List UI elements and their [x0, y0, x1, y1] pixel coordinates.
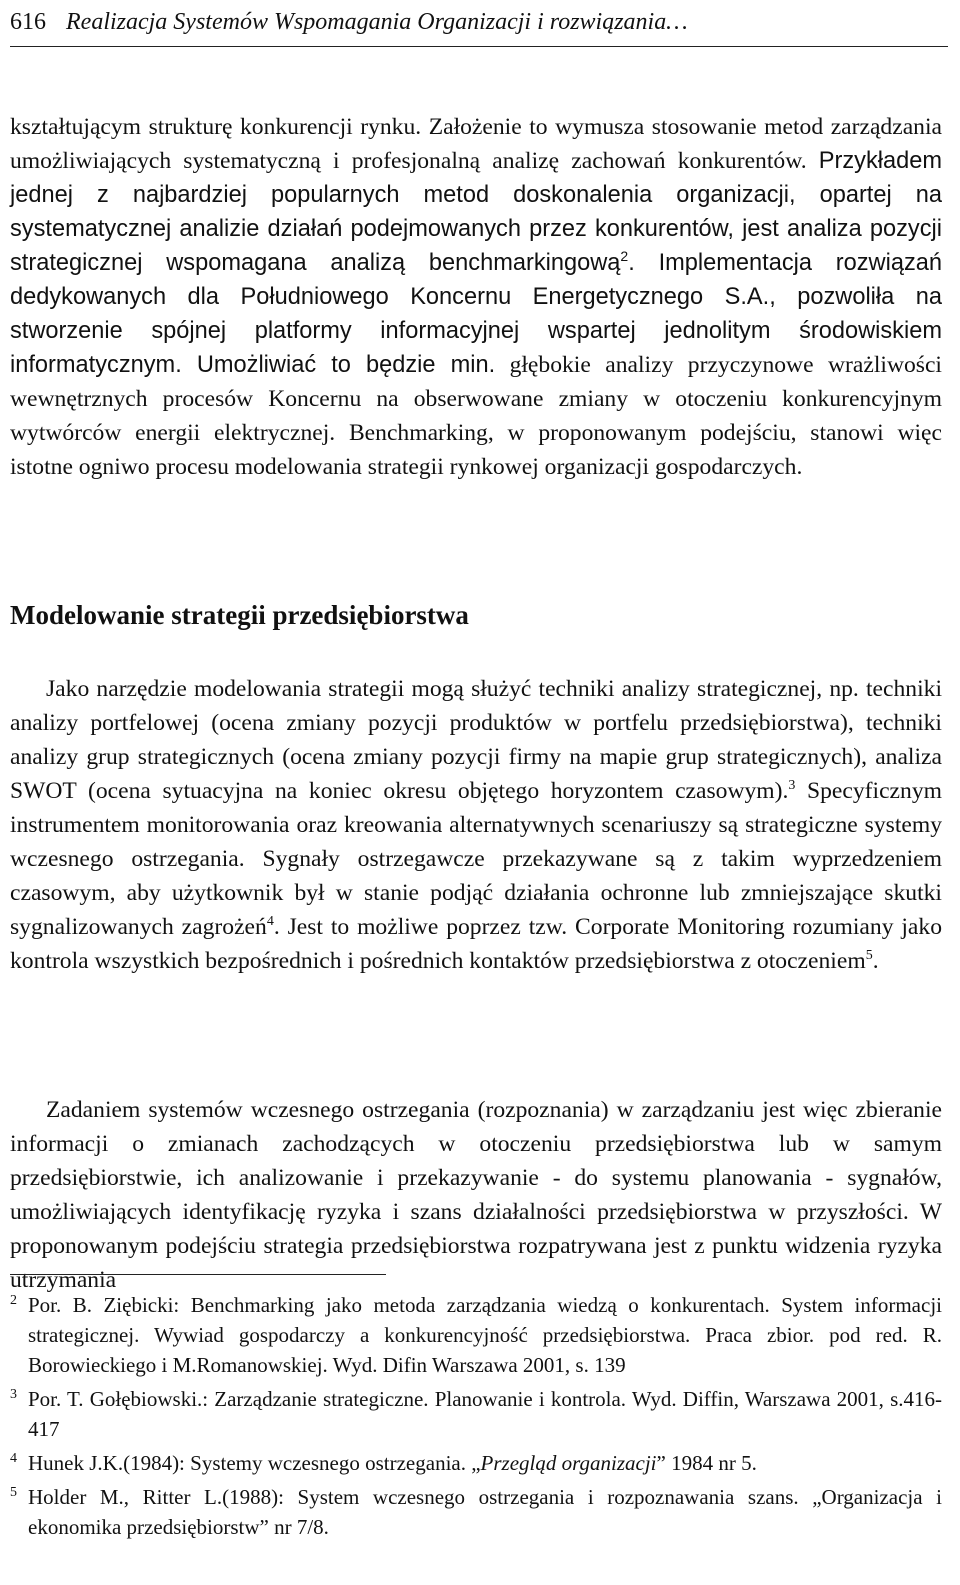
footnotes [10, 1290, 942, 1546]
footnote-number: 2 [10, 1293, 17, 1308]
footnote-journal-title: Przegląd organizacji [480, 1451, 657, 1475]
paragraph-2-part-b: Specyficznym instrumentem monitorowania oraz kreowania alternatywnych scenariuszy są strategiczne systemy wczesnego ostrzegania. Sygnały ostrzegawcze przekazywane są z takim wyprzedzeniem czasowym, aby użytkownik był w stanie podjąć działania ochronne lub zmniejszające skutki sygnalizowanych zagrożeń [10, 778, 942, 940]
footnote-ref-4[interactable]: 4 [266, 914, 274, 930]
paragraph-3: Zadaniem systemów wczesnego ostrzegania (rozpoznania) w zarządzaniu jest więc zbieranie informacji o zmianach zachodzących w otoczeniu przedsiębiorstwa lub w samym przedsiębiorstwie, ich analizowanie i przekazywanie - do systemu planowania - sygnałów, umożliwiających identyfikację ryzyka i szans działalności przedsiębiorstwa w przyszłości. W proponowanym podejściu strategia przedsiębiorstwa rozpatrywana jest z punktu widzenia ryzyka utrzymania [10, 1097, 942, 1293]
section-heading: Modelowanie strategii przedsiębiorstwa [10, 600, 469, 630]
footnote-text: Holder M., Ritter L.(1988): System wczesnego ostrzegania i rozpoznawania szans. „Organizacja i ekonomika przedsiębiorstw” nr 7/8. [28, 1485, 942, 1539]
footnote-ref-5[interactable]: 5 [865, 948, 873, 964]
paragraph-2-part-d: . [872, 948, 879, 974]
footnote-ref-2[interactable]: 2 [620, 248, 629, 265]
running-title: Realizacja Systemów Wspomagania Organizacji i rozwiązania… [66, 9, 688, 35]
footnote-text: Por. T. Gołębiowski.: Zarządzanie strategiczne. Planowanie i kontrola. Wyd. Diffin, Warszawa 2001, s.416-417 [28, 1387, 942, 1441]
paragraph-2-part-c: . Jest to możliwe poprzez tzw. Corporate Monitoring rozumiany jako kontrola wszystkich bezpośrednich i pośrednich kontaktów przedsiębiorstwa z otoczeniem [10, 914, 942, 974]
running-header [10, 2, 948, 47]
paragraph-2-part-a: Jako narzędzie modelowania strategii mogą służyć techniki analizy strategicznej, np. techniki analizy portfelowej (ocena zmiany pozycji produktów w portfelu przedsiębiorstwa), techniki analizy grup strategicznych (ocena zmiany pozycji firmy na mapie grup strategicznych), analiza SWOT (ocena sytuacyjna na koniec okresu objętego horyzontem czasowym). [10, 676, 942, 804]
paragraph-1-part-a: kształtującym strukturę konkurencji rynku. Założenie to wymusza stosowanie metod zarządzania umożliwiających systematyczną i profesjonalną analizę zachowań konkurentów. [10, 114, 942, 174]
footnote-5 [10, 1482, 942, 1542]
footnote-text [28, 1448, 942, 1478]
paragraph-1-part-b: Przykładem jednej z najbardziej popularnych metod doskonalenia organizacji, opartej na systematycznej analizie działań podejmowanych przez konkurentów, jest analiza pozycji strategicznej wspomagana analizą benchmarkingową [10, 148, 942, 276]
footnote-text-b: ” 1984 nr 5. [656, 1451, 757, 1475]
page-number: 616 [10, 9, 46, 35]
footnote-number: 3 [10, 1387, 17, 1402]
footnote-text-a: Hunek J.K.(1984): Systemy wczesnego ostrzegania. „ [28, 1451, 481, 1475]
footnote-2 [10, 1290, 942, 1380]
footnote-4 [10, 1448, 942, 1478]
footnote-number: 4 [10, 1451, 17, 1466]
paragraph-2 [10, 672, 942, 978]
footnote-ref-3[interactable]: 3 [788, 778, 796, 794]
footnote-separator [10, 1274, 386, 1275]
paragraph-1-part-d: głębokie analizy przyczynowe wrażliwości wewnętrznych procesów Koncernu na obserwowane zmiany w otoczeniu konkurencyjnym wytwórców energii elektrycznej. Benchmarking, w proponowanym podejściu, stanowi więc istotne ogniwo procesu modelowania strategii rynkowej organizacji gospodarczych. [10, 352, 942, 480]
footnote-3 [10, 1384, 942, 1444]
footnote-text: Por. B. Ziębicki: Benchmarking jako metoda zarządzania wiedzą o konkurentach. System informacji strategicznej. Wywiad gospodarczy a konkurencyjność przedsiębiorstwa. Praca zbior. pod red. R. Borowieckiego i M.Romanowskiej. Wyd. Difin Warszawa 2001, s. 139 [28, 1293, 942, 1377]
footnote-number: 5 [10, 1485, 17, 1500]
paragraph-1-part-c: . Implementacja rozwiązań dedykowanych dla Południowego Koncernu Energetycznego S.A., pozwoliła na stworzenie spójnej platformy informacyjnej wspartej jednolitym środowiskiem informatycznym. Umożliwiać to będzie min. [10, 250, 942, 378]
paragraph-1 [10, 110, 942, 484]
